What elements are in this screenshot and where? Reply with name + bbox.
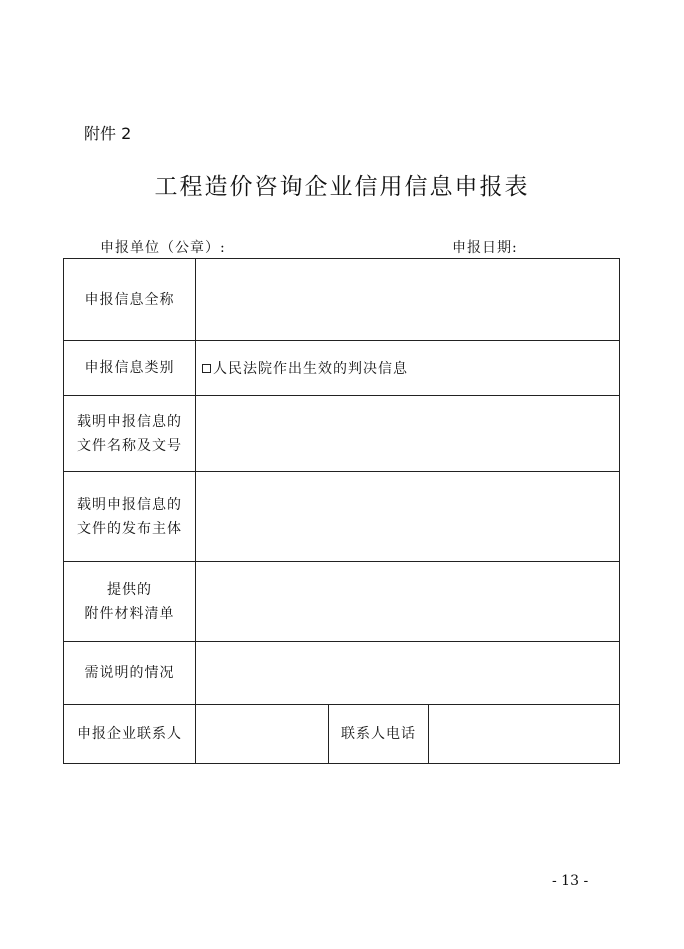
materials-label-line2: 附件材料清单	[84, 605, 175, 622]
contact-value[interactable]	[196, 705, 329, 764]
checkbox-icon[interactable]	[202, 364, 211, 373]
row-full-name	[64, 259, 620, 341]
row-notes	[64, 642, 620, 705]
phone-value[interactable]	[429, 705, 620, 764]
publisher-label-line1: 载明申报信息的	[77, 496, 182, 513]
row-document	[64, 396, 620, 472]
form-title: 工程造价咨询企业信用信息申报表	[154, 174, 530, 200]
row-contact	[64, 705, 620, 764]
document-label-line2: 文件名称及文号	[77, 437, 182, 454]
reporting-date-label: 申报日期:	[452, 240, 518, 256]
row-publisher	[64, 472, 620, 562]
declaration-form-table	[63, 258, 620, 764]
attachment-label: 附件 2	[84, 124, 132, 143]
publisher-value[interactable]	[196, 472, 620, 562]
full-name-value[interactable]	[196, 259, 620, 341]
category-label: 申报信息类别	[64, 341, 196, 396]
reporting-unit-label: 申报单位（公章）:	[100, 240, 226, 256]
publisher-label	[64, 472, 196, 562]
notes-value[interactable]	[196, 642, 620, 705]
materials-label-line1: 提供的	[107, 581, 152, 598]
publisher-label-line2: 文件的发布主体	[77, 520, 182, 537]
document-value[interactable]	[196, 396, 620, 472]
document-label	[64, 396, 196, 472]
page-number: - 13 -	[552, 873, 589, 889]
row-materials	[64, 562, 620, 642]
full-name-label: 申报信息全称	[64, 259, 196, 341]
contact-label: 申报企业联系人	[64, 705, 196, 764]
materials-label	[64, 562, 196, 642]
phone-label: 联系人电话	[329, 705, 429, 764]
materials-value[interactable]	[196, 562, 620, 642]
notes-label: 需说明的情况	[64, 642, 196, 705]
row-category	[64, 341, 620, 396]
category-option-text: 人民法院作出生效的判决信息	[213, 361, 408, 377]
document-label-line1: 载明申报信息的	[77, 413, 182, 430]
category-option[interactable]	[196, 341, 620, 396]
